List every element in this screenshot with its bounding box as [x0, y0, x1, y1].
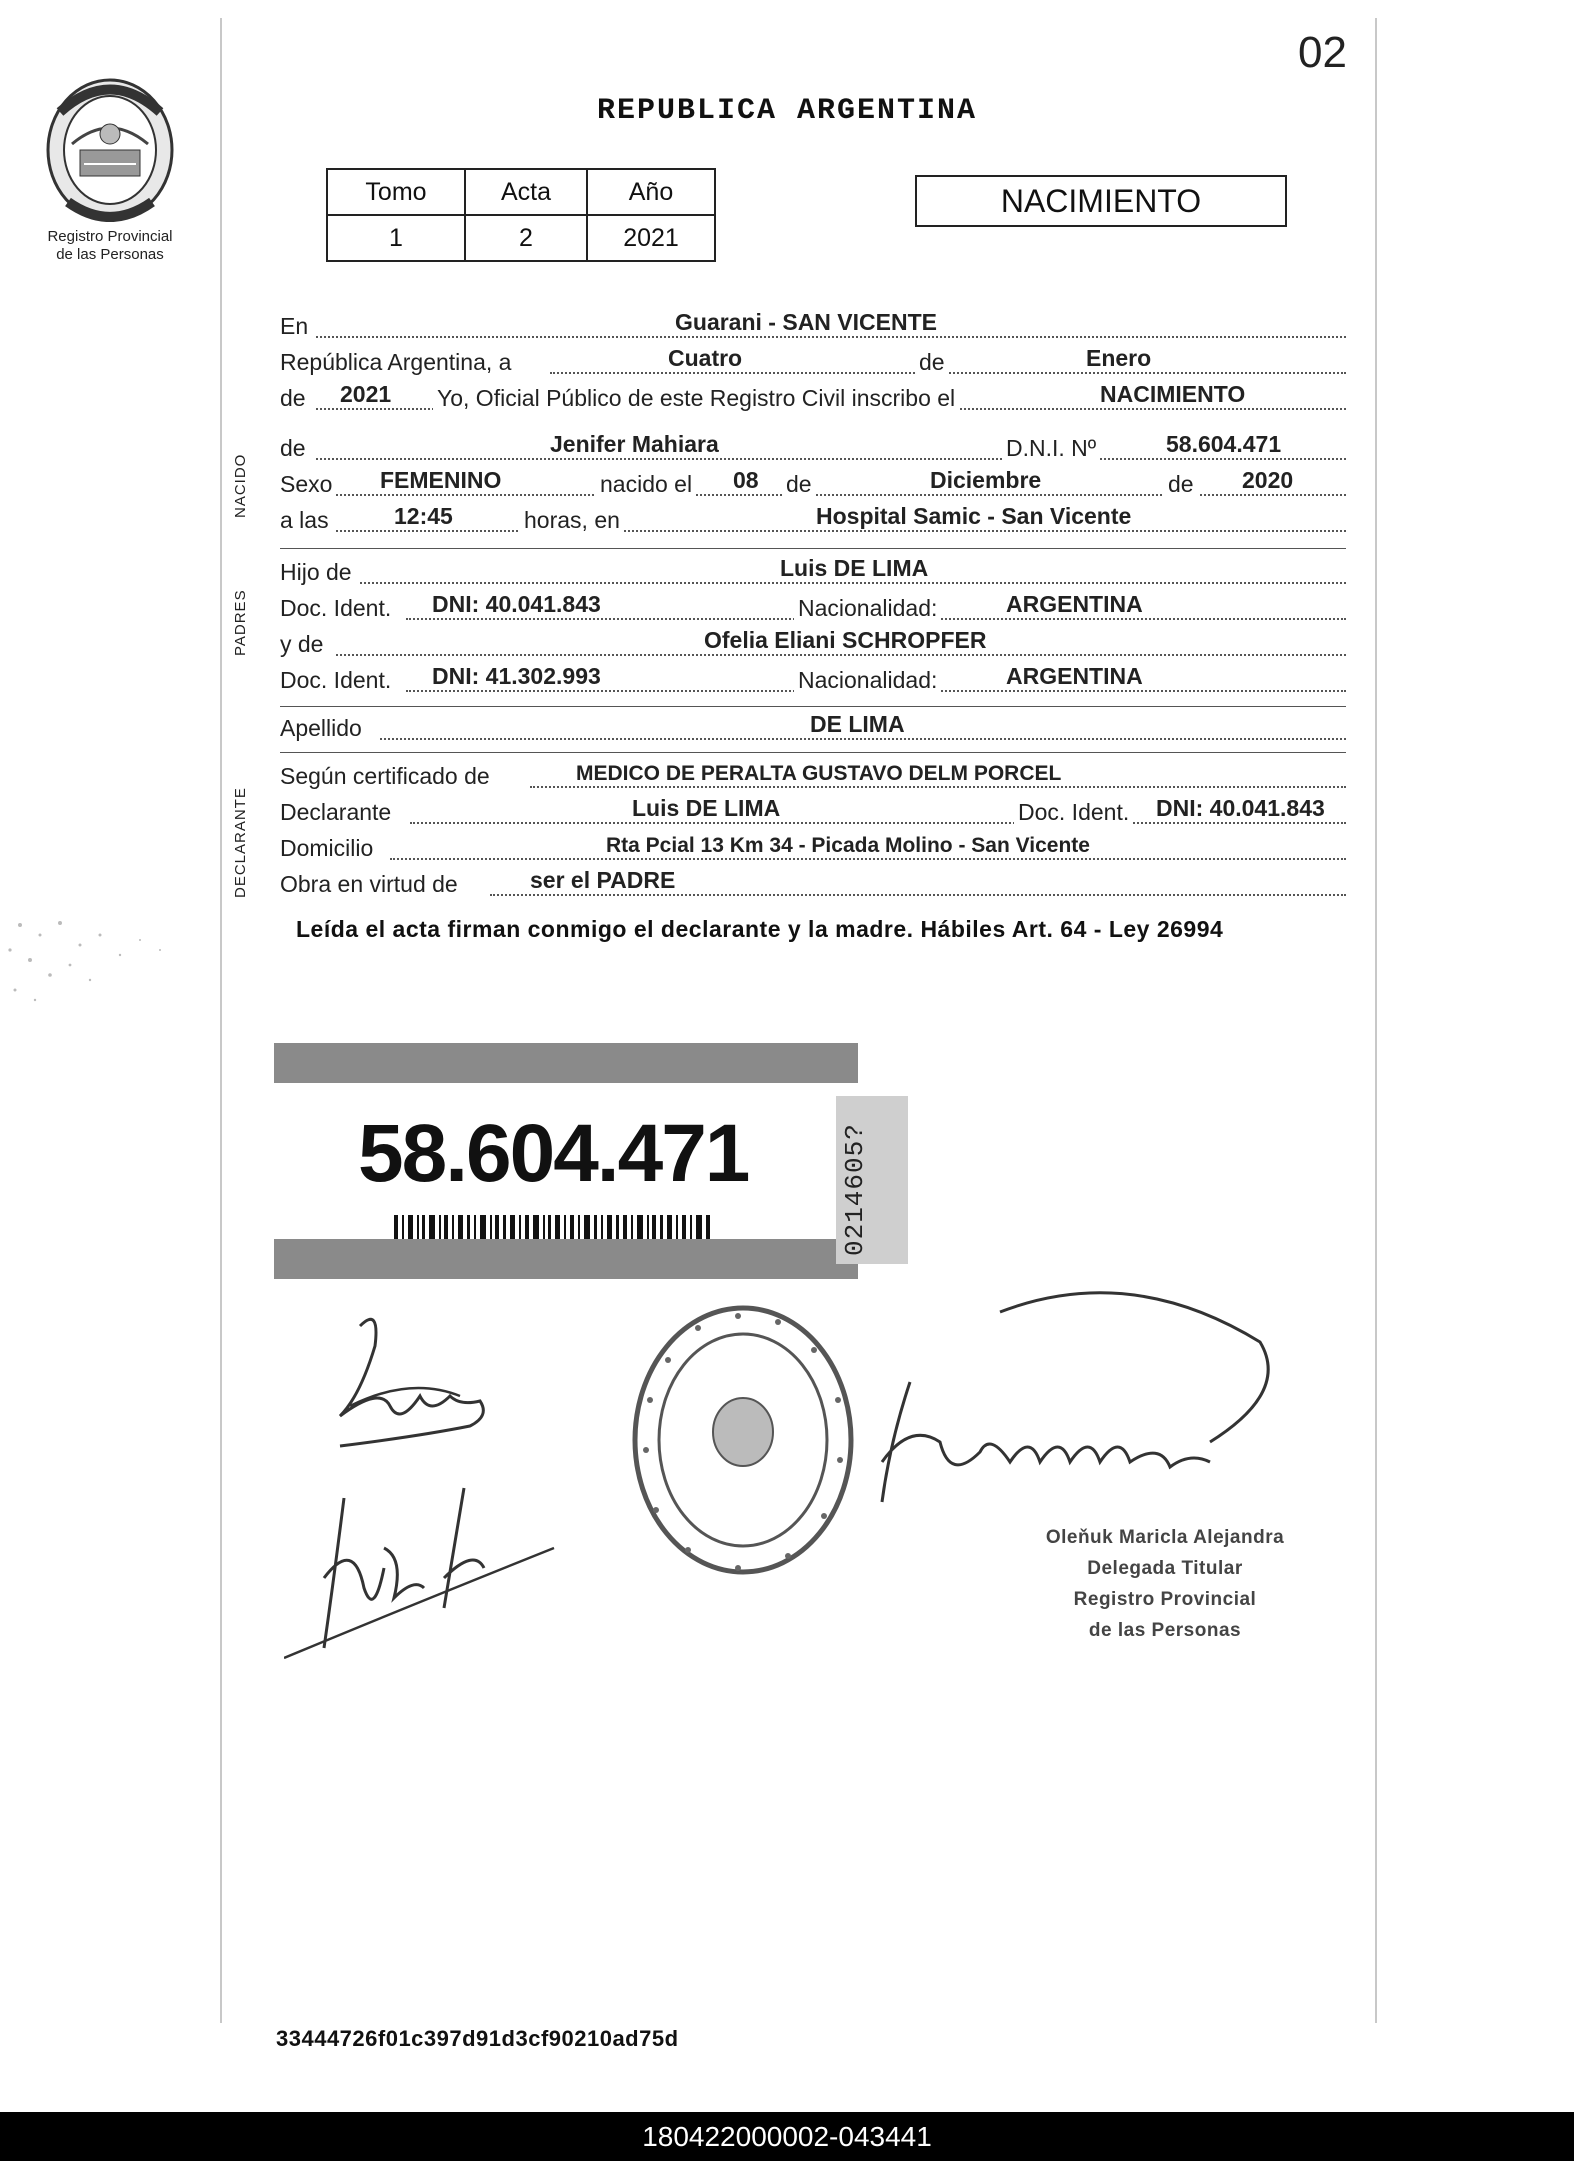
line-certificado	[280, 760, 1346, 794]
right-margin-rule	[1375, 18, 1377, 2023]
act-type-box: NACIMIENTO	[915, 175, 1287, 227]
sticker-serial: 0214605?	[840, 1123, 870, 1256]
year-de-label: de	[280, 385, 306, 411]
hijo-de-label: Hijo de	[280, 559, 352, 585]
mother-nat-label: Nacionalidad:	[794, 667, 941, 694]
nacido-name: Jenifer Mahiara	[550, 431, 719, 457]
birth-de2-label: de	[1164, 471, 1198, 498]
separator-1	[280, 548, 1346, 549]
sexo-value: FEMENINO	[380, 467, 502, 493]
logo-caption	[20, 228, 200, 264]
en-label: En	[280, 313, 309, 339]
declarant-signature	[320, 1306, 520, 1461]
official-signature	[870, 1282, 1290, 1527]
declarante-label: Declarante	[280, 799, 392, 825]
apellido-label: Apellido	[280, 715, 362, 741]
sexo-label: Sexo	[280, 471, 333, 497]
side-label-padres: PADRES	[232, 589, 249, 656]
header-ano: Año	[587, 169, 715, 215]
horas-label: horas, en	[520, 507, 624, 534]
line-y-de	[280, 628, 1346, 662]
line-declarante	[280, 796, 1346, 830]
mother-doc-label: Doc. Ident.	[280, 667, 392, 693]
declarante-doc: DNI: 40.041.843	[1156, 795, 1325, 821]
year-value: 2021	[340, 381, 392, 407]
sticker-dni-number: 58.604.471	[358, 1108, 749, 1199]
a-las-label: a las	[280, 507, 329, 533]
separator-2	[280, 706, 1346, 707]
mother-signature	[284, 1458, 564, 1673]
serial-tab	[836, 1096, 908, 1264]
en-value: Guarani - SAN VICENTE	[675, 309, 937, 335]
document-title: REPUBLICA ARGENTINA	[596, 94, 978, 128]
official-office-line1: Registro Provincial	[1073, 1589, 1257, 1610]
line-nacido-name	[280, 432, 1346, 466]
line-domicilio	[280, 832, 1346, 866]
official-stamp	[628, 1300, 858, 1585]
official-office-line2: de las Personas	[1088, 1620, 1242, 1641]
birth-day: 08	[733, 467, 759, 493]
footer-code-bar: 180422000002-043441	[0, 2112, 1574, 2161]
certificado-value: MEDICO DE PERALTA GUSTAVO DELM PORCEL	[576, 762, 1062, 785]
header-acta: Acta	[465, 169, 587, 215]
declarante-value: Luis DE LIMA	[632, 795, 781, 821]
mother-name: Ofelia Eliani SCHROPFER	[704, 627, 987, 653]
line-apellido	[280, 712, 1346, 746]
value-tomo: 1	[327, 215, 465, 261]
separator-3	[280, 752, 1346, 753]
line-hijo-de	[280, 556, 1346, 590]
left-margin-rule	[220, 18, 222, 2023]
dni-sticker	[274, 1043, 858, 1279]
father-doc: DNI: 40.041.843	[432, 591, 601, 617]
hour-value: 12:45	[394, 503, 453, 529]
value-ano: 2021	[587, 215, 715, 261]
father-doc-label: Doc. Ident.	[280, 595, 392, 621]
obra-label: Obra en virtud de	[280, 871, 458, 897]
birth-de1-label: de	[782, 471, 816, 498]
mother-nat: ARGENTINA	[1006, 663, 1143, 689]
logo-caption-line1: Registro Provincial	[47, 228, 173, 245]
value-acta: 2	[465, 215, 587, 261]
line-father-doc	[280, 592, 1346, 626]
registry-header-row	[327, 169, 715, 215]
official-name: Oleňuk Maricla Alejandra	[1045, 1527, 1285, 1548]
stamp-icon	[628, 1300, 858, 1580]
month-de-label: de	[915, 349, 949, 376]
birth-year: 2020	[1242, 467, 1294, 493]
inscribo-value: NACIMIENTO	[1100, 381, 1246, 407]
declarante-doc-label: Doc. Ident.	[1014, 799, 1133, 826]
logo-caption-line2: de las Personas	[56, 246, 164, 263]
side-label-declarante: DECLARANTE	[232, 787, 249, 898]
signature-icon	[870, 1282, 1290, 1522]
birth-month: Diciembre	[930, 467, 1042, 493]
dni-label: D.N.I. Nº	[1002, 435, 1100, 462]
day-value: Cuatro	[668, 345, 743, 371]
father-name: Luis DE LIMA	[780, 555, 929, 581]
line-mother-doc	[280, 664, 1346, 698]
apellido-value: DE LIMA	[810, 711, 905, 737]
line-obra	[280, 868, 1346, 902]
scan-artifact	[0, 905, 190, 1020]
sticker-top-band	[274, 1043, 858, 1083]
document-hash: 33444726f01c397d91d3cf90210ad75d	[276, 2026, 679, 2051]
page-number: 02	[1298, 28, 1347, 77]
registry-value-row	[327, 215, 715, 261]
signature-icon	[284, 1458, 564, 1668]
domicilio-label: Domicilio	[280, 835, 374, 861]
line-inscribo	[280, 382, 1346, 416]
registry-table	[326, 168, 716, 262]
father-nat-label: Nacionalidad:	[794, 595, 941, 622]
dni-value: 58.604.471	[1166, 431, 1282, 457]
domicilio-value: Rta Pcial 13 Km 34 - Picada Molino - San Vicente	[606, 834, 1090, 857]
month-value: Enero	[1086, 345, 1152, 371]
y-de-label: y de	[280, 631, 324, 657]
line-hora	[280, 504, 1346, 538]
mother-doc: DNI: 41.302.993	[432, 663, 601, 689]
nacido-de-label: de	[280, 435, 306, 461]
official-block	[1010, 1522, 1320, 1646]
side-label-nacido: NACIDO	[232, 453, 249, 518]
sticker-bottom-band	[274, 1239, 858, 1279]
header-tomo: Tomo	[327, 169, 465, 215]
place-value: Hospital Samic - San Vicente	[816, 503, 1132, 529]
line-sexo	[280, 468, 1346, 502]
republica-label: República Argentina, a	[280, 349, 512, 375]
official-title: Delegada Titular	[1087, 1558, 1243, 1579]
oficial-label: Yo, Oficial Público de este Registro Civil inscribo el	[433, 385, 959, 412]
obra-value: ser el PADRE	[530, 867, 676, 893]
line-en	[280, 310, 1346, 344]
father-nat: ARGENTINA	[1006, 591, 1143, 617]
nacido-el-label: nacido el	[596, 471, 696, 498]
closing-statement: Leída el acta firman conmigo el declarante y la madre. Hábiles Art. 64 - Ley 26994	[296, 916, 1224, 942]
line-date	[280, 346, 1346, 380]
certificado-label: Según certificado de	[280, 763, 490, 789]
signature-icon	[320, 1306, 520, 1456]
